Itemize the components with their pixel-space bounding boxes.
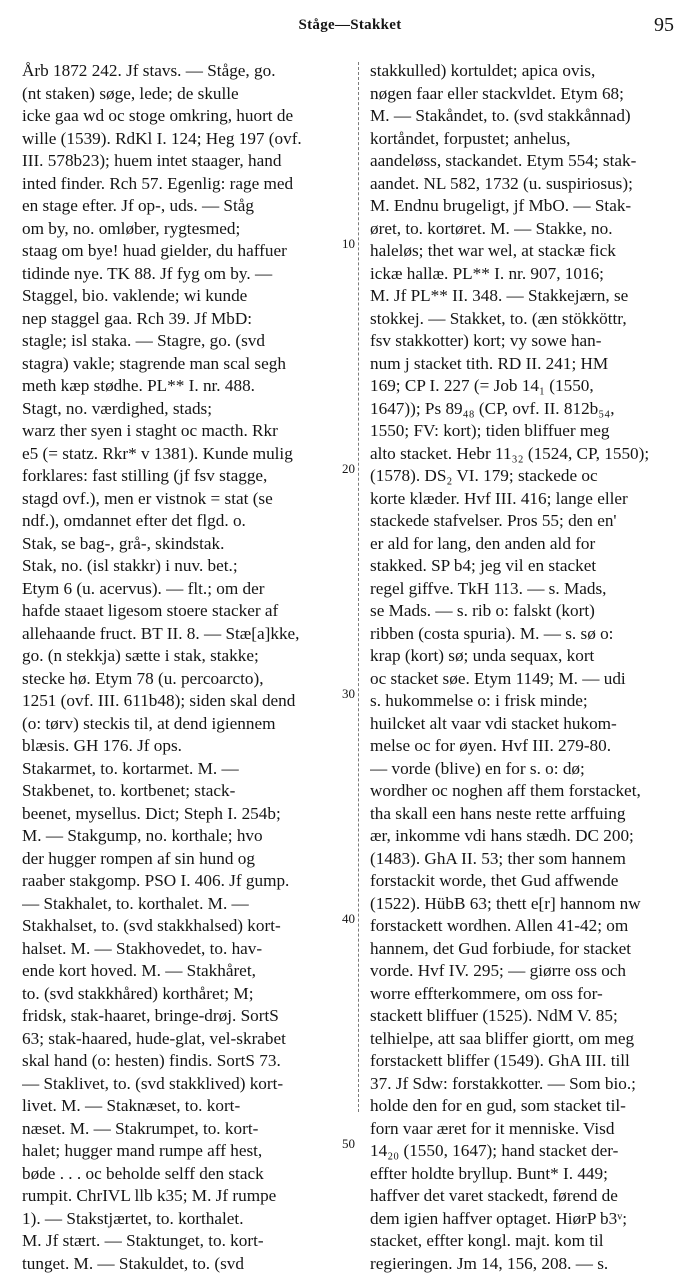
text-line: icke gaa wd oc stoge omkring, huort de xyxy=(22,105,352,128)
text-line: skal hand (o: hesten) findis. SortS 73. xyxy=(22,1050,352,1073)
text-line: ndf.), omdannet efter det flgd. o. xyxy=(22,510,352,533)
text-line: livet. M. — Staknæset, to. kort- xyxy=(22,1095,352,1118)
text-line: nep staggel gaa. Rch 39. Jf MbD: xyxy=(22,308,352,331)
text-line: Stak, se bag-, grå-, skindstak. xyxy=(22,533,352,556)
text-line: to. (svd stakkhåred) korthåret; M; xyxy=(22,983,352,1006)
text-line: forstackit worde, thet Gud affwende xyxy=(370,870,688,893)
text-line: 63; stak-haared, hude-glat, vel-skrabet xyxy=(22,1028,352,1051)
text-line: go. (n stekkja) sætte i stak, stakke; xyxy=(22,645,352,668)
text-line: M. — Stakgump, no. korthale; hvo xyxy=(22,825,352,848)
text-line: rumpit. ChrIVL llb k35; M. Jf rumpe xyxy=(22,1185,352,1208)
text-line: tha skall een hans neste rette arffuing xyxy=(370,803,688,826)
line-number-10: 10 xyxy=(340,236,357,252)
text-line: krap (kort) sø; unda sequax, kort xyxy=(370,645,688,668)
text-line: se Mads. — s. rib o: falskt (kort) xyxy=(370,600,688,623)
text-line: ickæ hallæ. PL** I. nr. 907, 1016; xyxy=(370,263,688,286)
text-line: III. 578b23); huem intet staager, hand xyxy=(22,150,352,173)
text-line: bøde . . . oc beholde selff den stack xyxy=(22,1163,352,1186)
text-line: regieringen. Jm 14, 156, 208. — s. xyxy=(370,1253,688,1275)
text-line: fridsk, stak-haaret, bringe-drøj. SortS xyxy=(22,1005,352,1028)
text-line: Stagt, no. værdighed, stads; xyxy=(22,398,352,421)
text-line: stagle; isl staka. — Stagre, go. (svd xyxy=(22,330,352,353)
text-line: ær, inkomme vdi hans stædh. DC 200; xyxy=(370,825,688,848)
text-line: forstackett bliffer (1549). GhA III. till xyxy=(370,1050,688,1073)
text-line: melse oc for øyen. Hvf III. 279-80. xyxy=(370,735,688,758)
text-line: forklares: fast stilling (jf fsv stagge, xyxy=(22,465,352,488)
text-line: 1550; FV: kort); tiden bliffuer meg xyxy=(370,420,688,443)
text-line: hafde staaet ligesom stoere stacker af xyxy=(22,600,352,623)
text-line: stokkej. — Stakket, to. (æn stökköttr, xyxy=(370,308,688,331)
text-line: blæsis. GH 176. Jf ops. xyxy=(22,735,352,758)
line-number-30: 30 xyxy=(340,686,357,702)
text-line: 169; CP I. 227 (= Job 14₁ (1550, xyxy=(370,375,688,398)
text-line: (nt staken) søge, lede; de skulle xyxy=(22,83,352,106)
text-line: aandet. NL 582, 1732 (u. suspiriosus); xyxy=(370,173,688,196)
text-line: M. Endnu brugeligt, jf MbO. — Stak- xyxy=(370,195,688,218)
text-line: wordher oc noghen aff them forstacket, xyxy=(370,780,688,803)
text-line: ende kort hoved. M. — Stakhåret, xyxy=(22,960,352,983)
text-line: M. Jf stært. — Staktunget, to. kort- xyxy=(22,1230,352,1253)
text-line: haffver det varet stackedt, førend de xyxy=(370,1185,688,1208)
column-divider xyxy=(358,62,359,1112)
text-line: hannem, det Gud forbiude, for stacket xyxy=(370,938,688,961)
text-line: beenet, mysellus. Dict; Steph I. 254b; xyxy=(22,803,352,826)
text-line: stakkulled) kortuldet; apica ovis, xyxy=(370,60,688,83)
running-title: Ståge—Stakket xyxy=(0,17,700,34)
text-line: (1522). HübB 63; thett e[r] hannom nw xyxy=(370,893,688,916)
text-line: en stage efter. Jf op-, uds. — Ståg xyxy=(22,195,352,218)
text-line: om by, no. omløber, rygtesmed; xyxy=(22,218,352,241)
page-header xyxy=(0,0,700,50)
text-line: Etym 6 (u. acervus). — flt.; om der xyxy=(22,578,352,601)
text-line: Stakbenet, to. kortbenet; stack- xyxy=(22,780,352,803)
text-line: Stakhalset, to. (svd stakkhalsed) kort- xyxy=(22,915,352,938)
text-line: (o: tørv) steckis til, at dend igiennem xyxy=(22,713,352,736)
text-line: stagra) vakle; stagrende man scal segh xyxy=(22,353,352,376)
text-line: haleløs; thet war wel, at stackæ fick xyxy=(370,240,688,263)
text-line: næset. M. — Stakrumpet, to. kort- xyxy=(22,1118,352,1141)
text-line: M. Jf PL** II. 348. — Stakkejærn, se xyxy=(370,285,688,308)
text-line: — Stakhalet, to. korthalet. M. — xyxy=(22,893,352,916)
page-number: 95 xyxy=(654,14,674,37)
text-line: meth kæp stødhe. PL** I. nr. 488. xyxy=(22,375,352,398)
text-line: øret, to. kortøret. M. — Stakke, no. xyxy=(370,218,688,241)
text-line: stacket, effter kongl. majt. kom til xyxy=(370,1230,688,1253)
text-line: alto stacket. Hebr 11₃₂ (1524, CP, 1550); xyxy=(370,443,688,466)
text-line: stackede stafvelser. Pros 55; den en' xyxy=(370,510,688,533)
text-line: wille (1539). RdKl I. 124; Heg 197 (ovf. xyxy=(22,128,352,151)
text-line: e5 (= statz. Rkr* v 1381). Kunde mulig xyxy=(22,443,352,466)
text-line: stagd ovf.), men er vistnok = stat (se xyxy=(22,488,352,511)
text-line: oc stacket søe. Etym 1149; M. — udi xyxy=(370,668,688,691)
text-line: tunget. M. — Stakuldet, to. (svd xyxy=(22,1253,352,1275)
text-line: effter holdte bryllup. Bunt* I. 449; xyxy=(370,1163,688,1186)
text-line: aandeløss, stackandet. Etym 554; stak- xyxy=(370,150,688,173)
text-line: korte klæder. Hvf III. 416; lange eller xyxy=(370,488,688,511)
text-line: vorde. Hvf IV. 295; — giørre oss och xyxy=(370,960,688,983)
text-line: (1578). DS₂ VI. 179; stackede oc xyxy=(370,465,688,488)
text-line: inted finder. Rch 57. Egenlig: rage med xyxy=(22,173,352,196)
text-line: dem igien haffver optaget. HiørP b3ᵛ; xyxy=(370,1208,688,1231)
text-line: telhielpe, att saa bliffer giortt, om meg xyxy=(370,1028,688,1051)
text-line: raaber stakgomp. PSO I. 406. Jf gump. xyxy=(22,870,352,893)
text-line: stecke hø. Etym 78 (u. percoarcto), xyxy=(22,668,352,691)
text-line: M. — Stakåndet, to. (svd stakkånnad) xyxy=(370,105,688,128)
text-line: allehaande fruct. BT II. 8. — Stæ[a]kke, xyxy=(22,623,352,646)
text-line: forn vaar æret for it menniske. Visd xyxy=(370,1118,688,1141)
text-line: — Staklivet, to. (svd stakklived) kort- xyxy=(22,1073,352,1096)
line-number-50: 50 xyxy=(340,1136,357,1152)
text-line: halset. M. — Stakhovedet, to. hav- xyxy=(22,938,352,961)
text-line: regel giffve. TkH 113. — s. Mads, xyxy=(370,578,688,601)
text-line: Stak, no. (isl stakkr) i nuv. bet.; xyxy=(22,555,352,578)
text-line: Staggel, bio. vaklende; wi kunde xyxy=(22,285,352,308)
text-line: Stakarmet, to. kortarmet. M. — xyxy=(22,758,352,781)
line-number-20: 20 xyxy=(340,461,357,477)
text-line: ribben (costa spuria). M. — s. sø o: xyxy=(370,623,688,646)
text-line: stakked. SP b4; jeg vil en stacket xyxy=(370,555,688,578)
line-number-40: 40 xyxy=(340,911,357,927)
text-line: 37. Jf Sdw: forstakkotter. — Som bio.; xyxy=(370,1073,688,1096)
left-column xyxy=(22,60,352,1275)
text-line: num j stacket tith. RD II. 241; HM xyxy=(370,353,688,376)
text-line: 1). — Stakstjærtet, to. korthalet. xyxy=(22,1208,352,1231)
text-line: worre effterkommere, om oss for- xyxy=(370,983,688,1006)
text-line: Årb 1872 242. Jf stavs. — Ståge, go. xyxy=(22,60,352,83)
text-line: staag om bye! huad gielder, du haffuer xyxy=(22,240,352,263)
text-line: (1483). GhA II. 53; ther som hannem xyxy=(370,848,688,871)
text-line: halet; hugger mand rumpe aff hest, xyxy=(22,1140,352,1163)
text-line: huilcket alt vaar vdi stacket hukom- xyxy=(370,713,688,736)
text-line: forstackett wordhen. Allen 41-42; om xyxy=(370,915,688,938)
text-line: s. hukommelse o: i frisk minde; xyxy=(370,690,688,713)
text-line: der hugger rompen af sin hund og xyxy=(22,848,352,871)
text-line: holde den for en gud, som stacket til- xyxy=(370,1095,688,1118)
text-line: 14₂₀ (1550, 1647); hand stacket der- xyxy=(370,1140,688,1163)
text-line: nøgen faar eller stackvldet. Etym 68; xyxy=(370,83,688,106)
text-line: stackett bliffuer (1525). NdM V. 85; xyxy=(370,1005,688,1028)
text-line: kortåndet, forpustet; anhelus, xyxy=(370,128,688,151)
text-line: fsv stakkotter) kort; vy sowe han- xyxy=(370,330,688,353)
right-column xyxy=(370,60,688,1275)
text-line: 1251 (ovf. III. 611b48); siden skal dend xyxy=(22,690,352,713)
text-line: er ald for lang, den anden ald for xyxy=(370,533,688,556)
text-line: warz ther syen i staght oc macth. Rkr xyxy=(22,420,352,443)
text-line: — vorde (blive) en for s. o: dø; xyxy=(370,758,688,781)
text-line: tidinde nye. TK 88. Jf fyg om by. — xyxy=(22,263,352,286)
text-line: 1647)); Ps 89₄₈ (CP, ovf. II. 812b₅₄, xyxy=(370,398,688,421)
